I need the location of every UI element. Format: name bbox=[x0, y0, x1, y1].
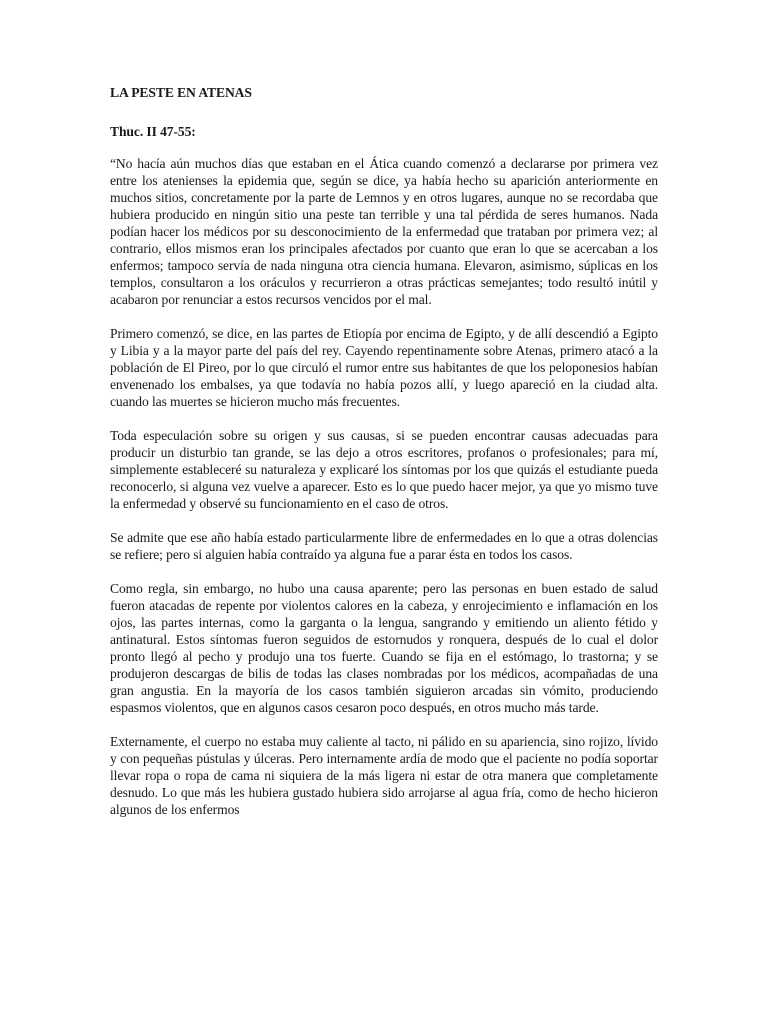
paragraph-6: Externamente, el cuerpo no estaba muy caliente al tacto, ni pálido en su apariencia, sino rojizo, lívido y con pequeñas pústulas y úlceras. Pero internamente ardía de modo que el paciente no podía soportar llevar ropa o ropa de cama ni siquiera de la más ligera ni estar de otra manera que completamente desnudo. Lo que más les hubiera gustado hubiera sido arrojarse al agua fría, como de hecho hicieron algunos de los enfermos bbox=[110, 734, 658, 817]
paragraph-4: Se admite que ese año había estado particularmente libre de enfermedades en lo que a otras dolencias se refiere; pero si alguien había contraído ya alguna fue a parar ésta en todos los casos. bbox=[110, 530, 658, 562]
document-title: LA PESTE EN ATENAS bbox=[110, 85, 252, 100]
document-body bbox=[110, 84, 658, 817]
text-body bbox=[110, 155, 658, 835]
paragraph-5: Como regla, sin embargo, no hubo una causa aparente; pero las personas en buen estado de salud fueron atacadas de repente por violentos calores en la cabeza, y enrojecimiento e inflamación en los ojos, las partes internas, como la garganta o la lengua, sangrando y emitiendo un aliento fétido y antinatural. Estos síntomas fueron seguidos de estornudos y ronquera, después de lo cual el dolor pronto llegó al pecho y produjo una tos fuerte. Cuando se fija en el estómago, lo trastorna; y se produjeron descargas de bilis de todas las clases nombradas por los médicos, acompañadas de una gran angustia. En la mayoría de los casos también siguieron arcadas sin vómito, produciendo espasmos violentos, que en algunos casos cesaron poco después, en otros mucho más tarde. bbox=[110, 581, 658, 715]
paragraph-2: Primero comenzó, se dice, en las partes de Etiopía por encima de Egipto, y de allí descendió a Egipto y Libia y a la mayor parte del país del rey. Cayendo repentinamente sobre Atenas, primero atacó a la población de El Pireo, por lo que circuló el rumor entre sus habitantes de que los peloponesios habían envenenado los embalses, ya que todavía no había pozos allí, y luego apareció en la ciudad alta. cuando las muertes se hicieron mucho más frecuentes. bbox=[110, 326, 658, 409]
paragraph-3: Toda especulación sobre su origen y sus causas, si se pueden encontrar causas adecuadas para producir un disturbio tan grande, se las dejo a otros escritores, profanos o profesionales; para mí, simplemente estableceré su naturaleza y explicaré los síntomas por los que quizás el estudiante pueda reconocerlo, si alguna vez vuelve a aparecer. Esto es lo que puedo hacer mejor, ya que yo mismo tuve la enfermedad y observé su funcionamiento en el caso de otros. bbox=[110, 428, 658, 511]
source-reference: Thuc. II 47-55: bbox=[110, 124, 196, 139]
paragraph-1: “No hacía aún muchos días que estaban en el Ática cuando comenzó a declararse por primera vez entre los atenienses la epidemia que, según se dice, ya había hecho su aparición anteriormente en muchos sitios, concretamente por la parte de Lemnos y en otros lugares, aunque no se recordaba que hubiera producido en ningún sitio una peste tan terrible y una tal pérdida de seres humanos. Nada podían hacer los médicos por su desconocimiento de la enfermedad que trataban por primera vez; al contrario, ellos mismos eran los principales afectados por cuanto que eran lo que se acercaban a los enfermos; tampoco servía de nada ninguna otra ciencia humana. Elevaron, asimismo, súplicas en los templos, consultaron a los oráculos y recurrieron a otras prácticas semejantes; todo resultó inútil y acabaron por renunciar a estos recursos vencidos por el mal. bbox=[110, 156, 658, 307]
